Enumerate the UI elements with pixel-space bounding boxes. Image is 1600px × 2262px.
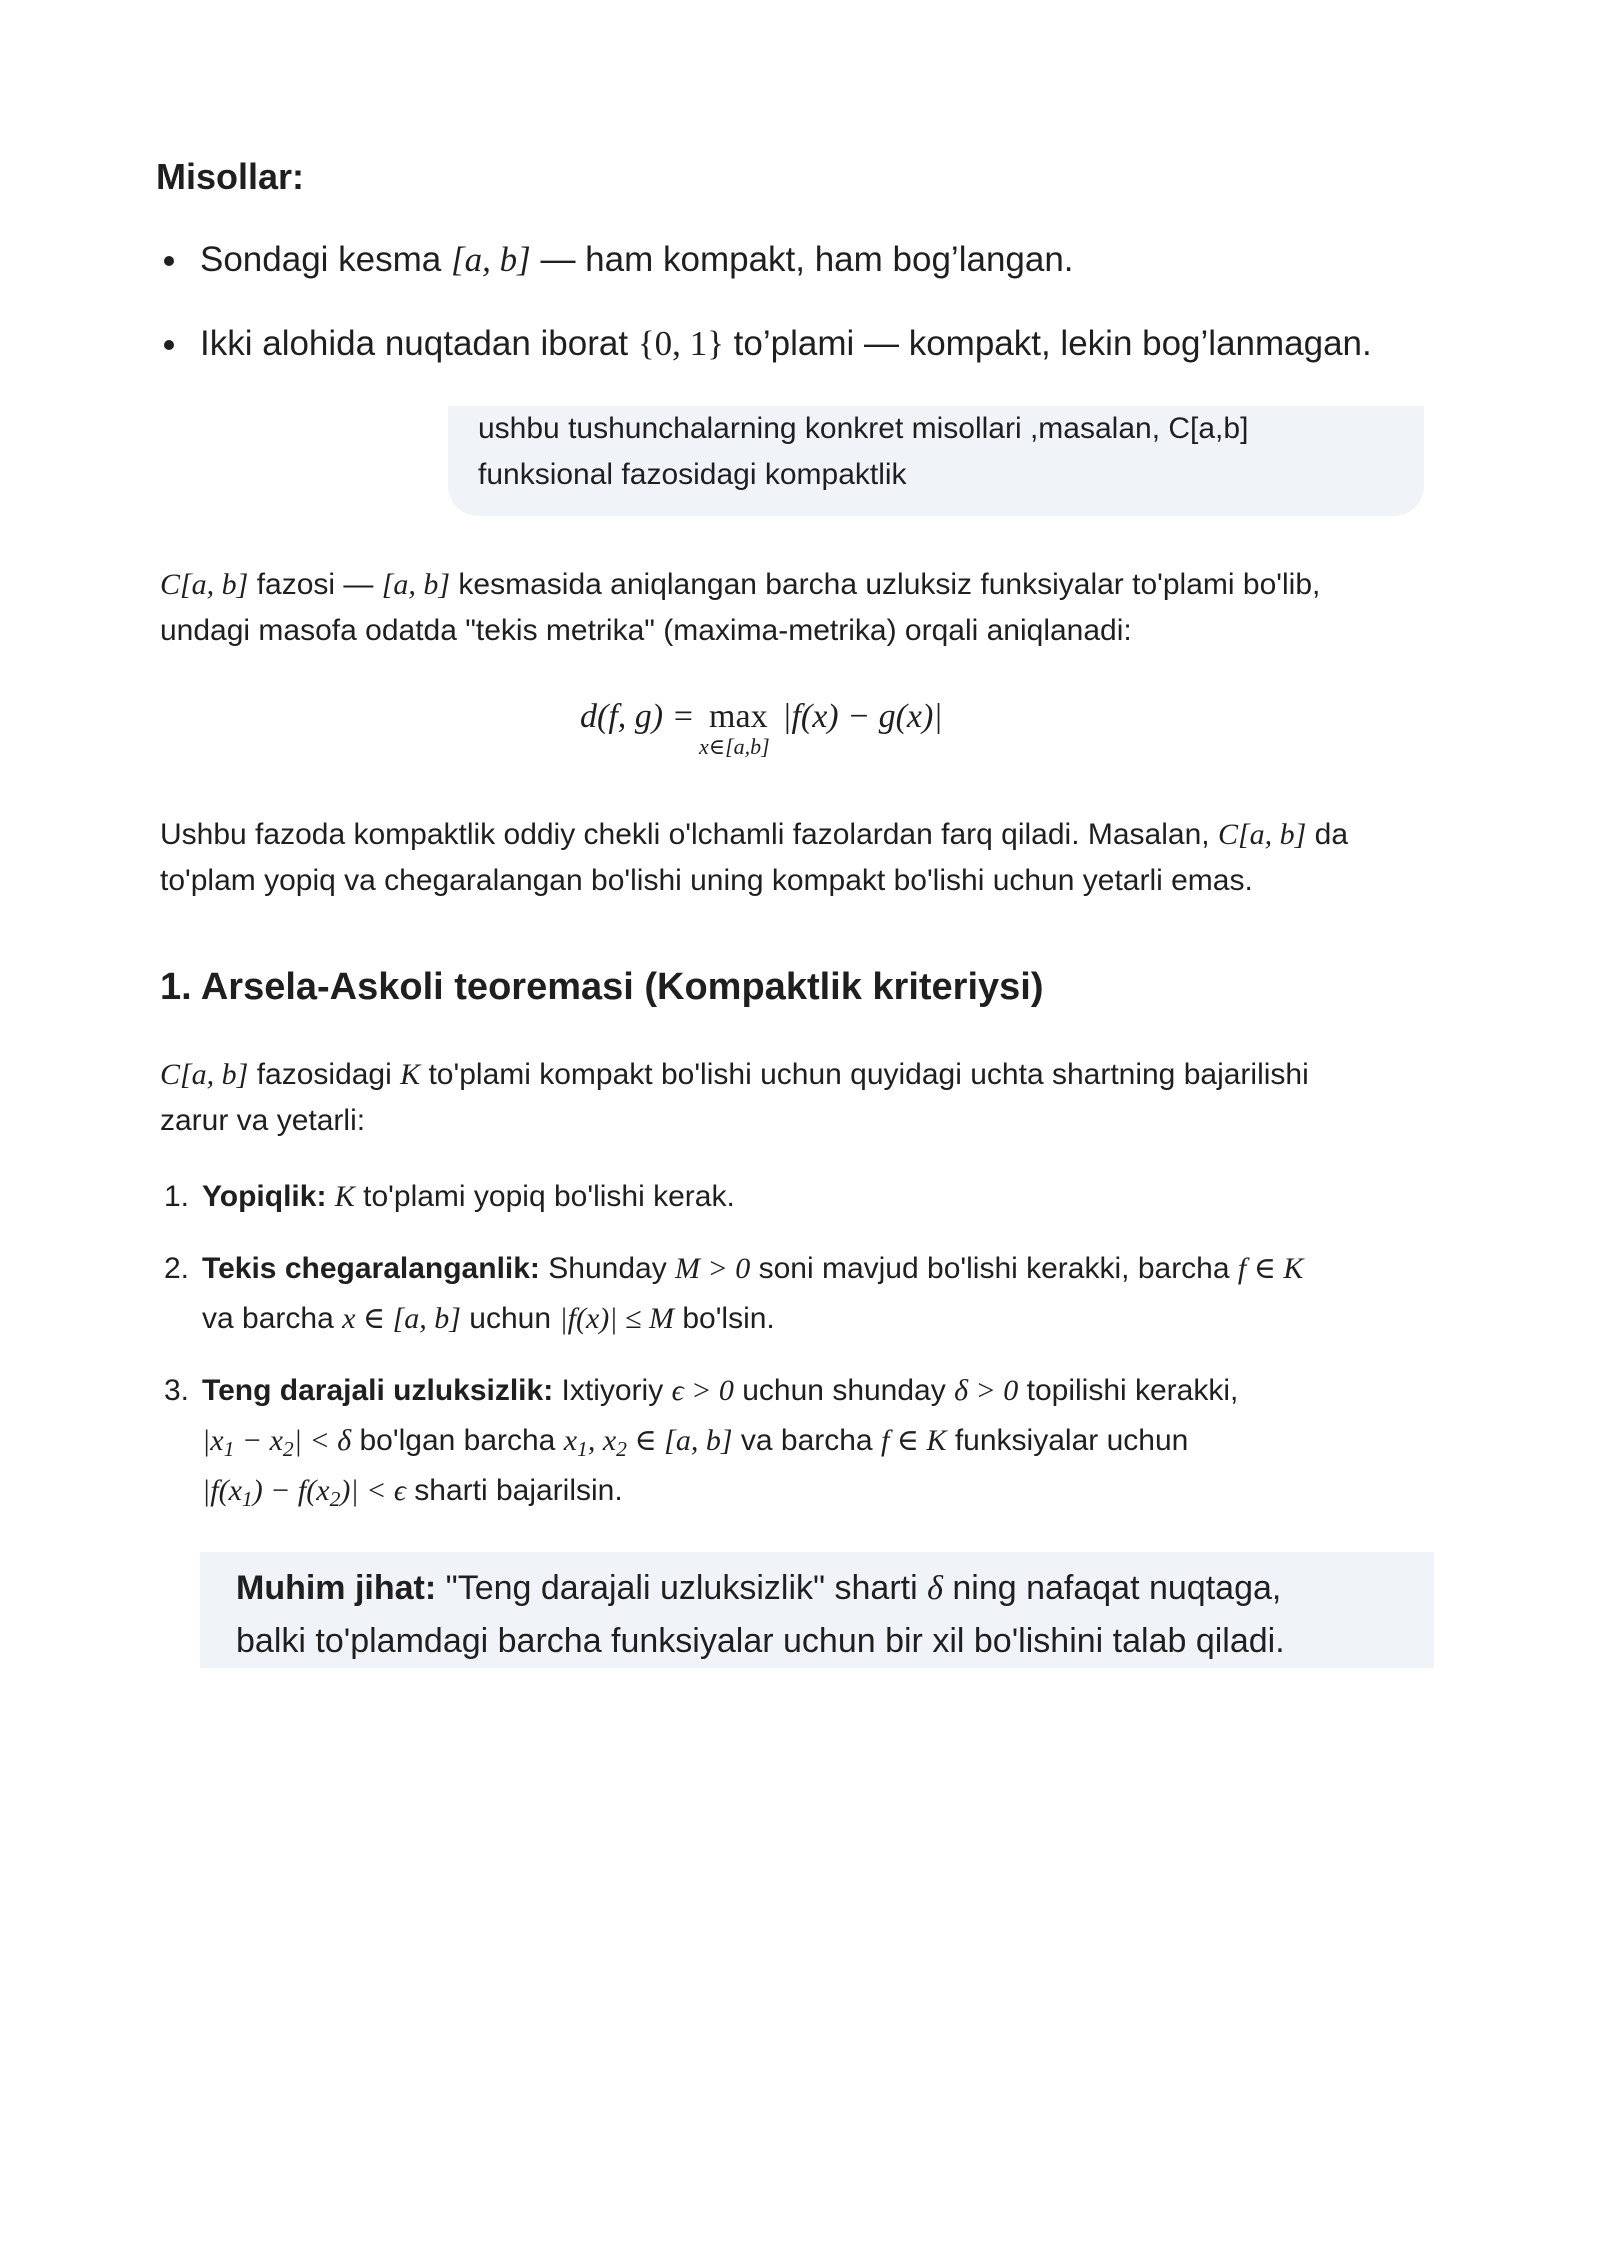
math-inline: {0, 1} (637, 324, 724, 363)
paragraph-definition: C[a, b] fazosi — [a, b] kesmasida aniqlangan barcha uzluksiz funksiyalar to'plami bo'lib, undagi masofa odatda "tekis metrika" (maxima-metrika) orqali aniqlanadi: (160, 568, 1321, 647)
examples-list (160, 238, 1480, 406)
list-item: 2. Tekis chegaralanganlik: Shunday M > 0 soni mavjud bo'lishi kerakki, barcha f ∈ K va barcha x ∈ [a, b] uchun |f(x)| ≤ M bo'lsin. (164, 1252, 1304, 1335)
paragraph-theorem-intro: C[a, b] fazosidagi K to'plami kompakt bo'lishi uchun quyidagi uchta shartning bajarilishi zarur va yetarli: (160, 1058, 1309, 1137)
section-title-examples: Misollar: (156, 156, 305, 197)
criteria-list (160, 1172, 1460, 1538)
math-inline: [a, b] (450, 240, 531, 279)
important-note-box: Muhim jihat: "Teng darajali uzluksizlik" sharti δ ning nafaqat nuqtaga, balki to'plamdagi barcha funksiyalar uchun bir xil bo'lishini talab qiladi. (200, 1552, 1434, 1668)
list-item: 1. Yopiqlik: K to'plami yopiq bo'lishi kerak. (164, 1180, 735, 1213)
user-prompt-line: funksional fazosidagi kompaktlik (478, 458, 907, 491)
paragraph-compactness: Ushbu fazoda kompaktlik oddiy chekli o'lchamli fazolardan farq qiladi. Masalan, C[a, b] da to'plam yopiq va chegaralangan bo'lishi uning kompakt bo'lishi uchun yetarli emas. (160, 818, 1349, 897)
section-title-theorem: 1. Arsela-Askoli teoremasi (Kompaktlik kriteriysi) (160, 966, 1044, 1008)
list-item: 3. Teng darajali uzluksizlik: Ixtiyoriy ϵ > 0 uchun shunday δ > 0 topilishi kerakki, $|x_1 - x_2| < \delta$ bo'lgan barcha $x_1$, $x_2$ ∈ [a, b] va barcha f ∈ K funksiyalar uchun $|f(x_1) - f(x_2)| < \epsilon$ sharti bajarilsin. (164, 1374, 1239, 1512)
bullet-icon (164, 340, 174, 350)
bullet-icon (164, 256, 174, 266)
user-prompt-line: ushbu tushunchalarning konkret misollari ,masalan, C[a,b] (478, 412, 1249, 445)
list-item: Ikki alohida nuqtadan iborat {0, 1} to’plami — kompakt, lekin bog’lanmagan. (160, 322, 1480, 366)
metric-formula: d(f, g) = max x∈[a,b] |f(x) − g(x)| (580, 698, 943, 759)
user-prompt-bubble (448, 406, 1424, 516)
list-item: Sondagi kesma [a, b] — ham kompakt, ham bog’langan. (160, 238, 1480, 282)
